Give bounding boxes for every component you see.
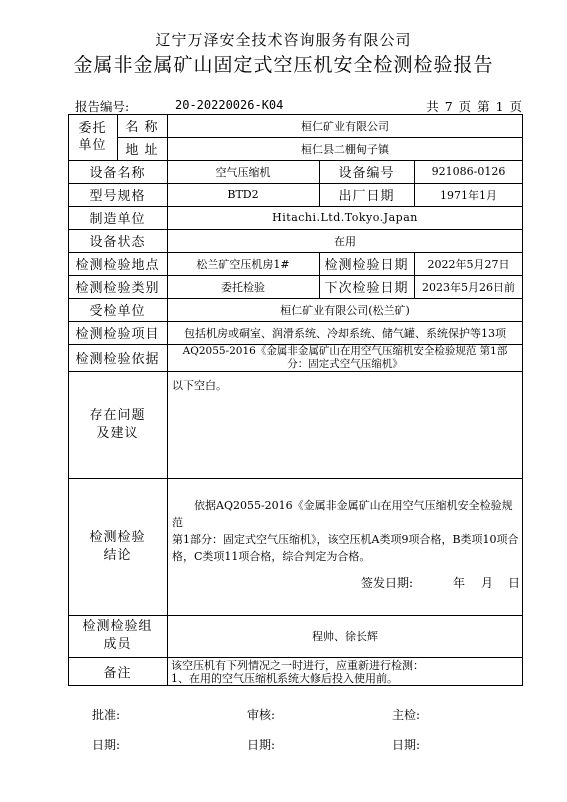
remarks-line1: 该空压机有下列情况之一时进行，应重新进行检测：: [171, 659, 424, 672]
client-address-label: 地 址: [125, 143, 159, 158]
inspection-date: 2022年5月27日: [427, 257, 510, 271]
next-inspection-date: 2023年5月26日前: [422, 280, 515, 294]
client-group-label: [68, 114, 117, 160]
client-name: 桓仁矿业有限公司: [301, 119, 389, 133]
status-label: 设备状态: [89, 235, 146, 250]
conclusion-line2: 第1部分：固定式空气压缩机》，该空压机A类项9项合格，B类项10项合: [172, 533, 519, 546]
equipment-id-label: 设备编号: [338, 166, 395, 181]
conclusion-label: [68, 478, 167, 615]
manufacture-date: 1971年1月: [440, 188, 497, 202]
inspection-basis-line2: 分：固定式空气压缩机》: [287, 357, 403, 370]
inspection-items-label: 检测检验项目: [75, 327, 160, 342]
inspection-items: 包括机房或硐室、润滑系统、冷却系统、储气罐、系统保护等13项: [184, 326, 506, 340]
remarks-text: [171, 659, 424, 685]
review-label: 审核:: [247, 708, 276, 722]
approve-label: 批准:: [92, 708, 121, 722]
manufacture-date-label: 出厂日期: [338, 189, 395, 204]
remarks-line2: 1、在用的空气压缩机系统大修后投入使用前。: [171, 672, 398, 685]
check-date-label: 日期:: [392, 738, 421, 752]
remarks-label: 备注: [103, 666, 132, 681]
model: BTD2: [227, 188, 259, 201]
conclusion-label-line2: 结论: [103, 547, 132, 563]
inspection-basis: [167, 344, 523, 371]
issues-label-line2: 及建议: [96, 425, 139, 441]
team-label-line2: 成员: [103, 637, 132, 652]
page-count: 共 7 页 第 1 页: [426, 99, 523, 114]
next-inspection-label: 下次检验日期: [324, 281, 409, 296]
report-title: 金属非金属矿山固定式空压机安全检测检验报告: [73, 54, 494, 76]
equipment-name: 空气压缩机: [215, 165, 271, 179]
report-number-label: 报告编号:: [75, 99, 130, 114]
client-address: 桓仁县二棚甸子镇: [301, 142, 389, 156]
approve-date-label: 日期:: [92, 738, 121, 752]
team-members: 程帅、徐长辉: [312, 630, 378, 643]
sign-month: 月: [481, 576, 494, 590]
conclusion-label-line1: 检测检验: [89, 529, 146, 545]
inspection-basis-line1: AQ2055-2016《金属非金属矿山在用空气压缩机安全检验规范 第1部: [182, 344, 508, 357]
inspection-basis-label: 检测检验依据: [75, 352, 160, 367]
conclusion-text: [172, 497, 520, 565]
conclusion-line1: 依据AQ2055-2016《金属非金属矿山在用空气压缩机安全检验规范: [172, 499, 513, 529]
manufacturer-label: 制造单位: [89, 212, 146, 227]
conclusion-line3: 格，C类项11项合格，综合判定为合格。: [172, 550, 371, 563]
inspected-unit: 桓仁矿业有限公司(松兰矿): [280, 303, 410, 317]
review-date-label: 日期:: [247, 738, 276, 752]
manufacturer: Hitachi.Ltd.Tokyo.Japan: [272, 211, 418, 224]
sign-year: 年: [453, 576, 466, 590]
equipment-status: 在用: [334, 234, 356, 248]
client-group-label-text: 委托单位: [78, 121, 107, 153]
issues-label-line1: 存在问题: [89, 407, 146, 423]
inspection-date-label: 检测检验日期: [324, 258, 409, 273]
inspected-unit-label: 受检单位: [89, 304, 146, 319]
main-check-label: 主检:: [392, 708, 421, 722]
client-name-label: 名 称: [125, 120, 159, 135]
report-number: 20-20220026-K04: [175, 98, 284, 112]
company-name: 辽宁万泽安全技术咨询服务有限公司: [155, 31, 412, 49]
sign-date-label: 签发日期:: [361, 576, 414, 590]
inspection-place-label: 检测检验地点: [75, 258, 160, 273]
inspection-place: 松兰矿空压机房1#: [196, 257, 290, 271]
equipment-name-label: 设备名称: [89, 166, 146, 181]
model-label: 型号规格: [89, 189, 146, 204]
inspection-type: 委托检验: [221, 280, 265, 294]
inspection-type-label: 检测检验类别: [75, 281, 160, 296]
team-label-line1: 检测检验组: [82, 619, 153, 634]
team-label: [68, 615, 167, 657]
issues-label: [68, 371, 167, 478]
issues-text: 以下空白。: [172, 379, 227, 392]
equipment-id: 921086-0126: [431, 165, 506, 178]
sign-day: 日: [508, 576, 521, 590]
